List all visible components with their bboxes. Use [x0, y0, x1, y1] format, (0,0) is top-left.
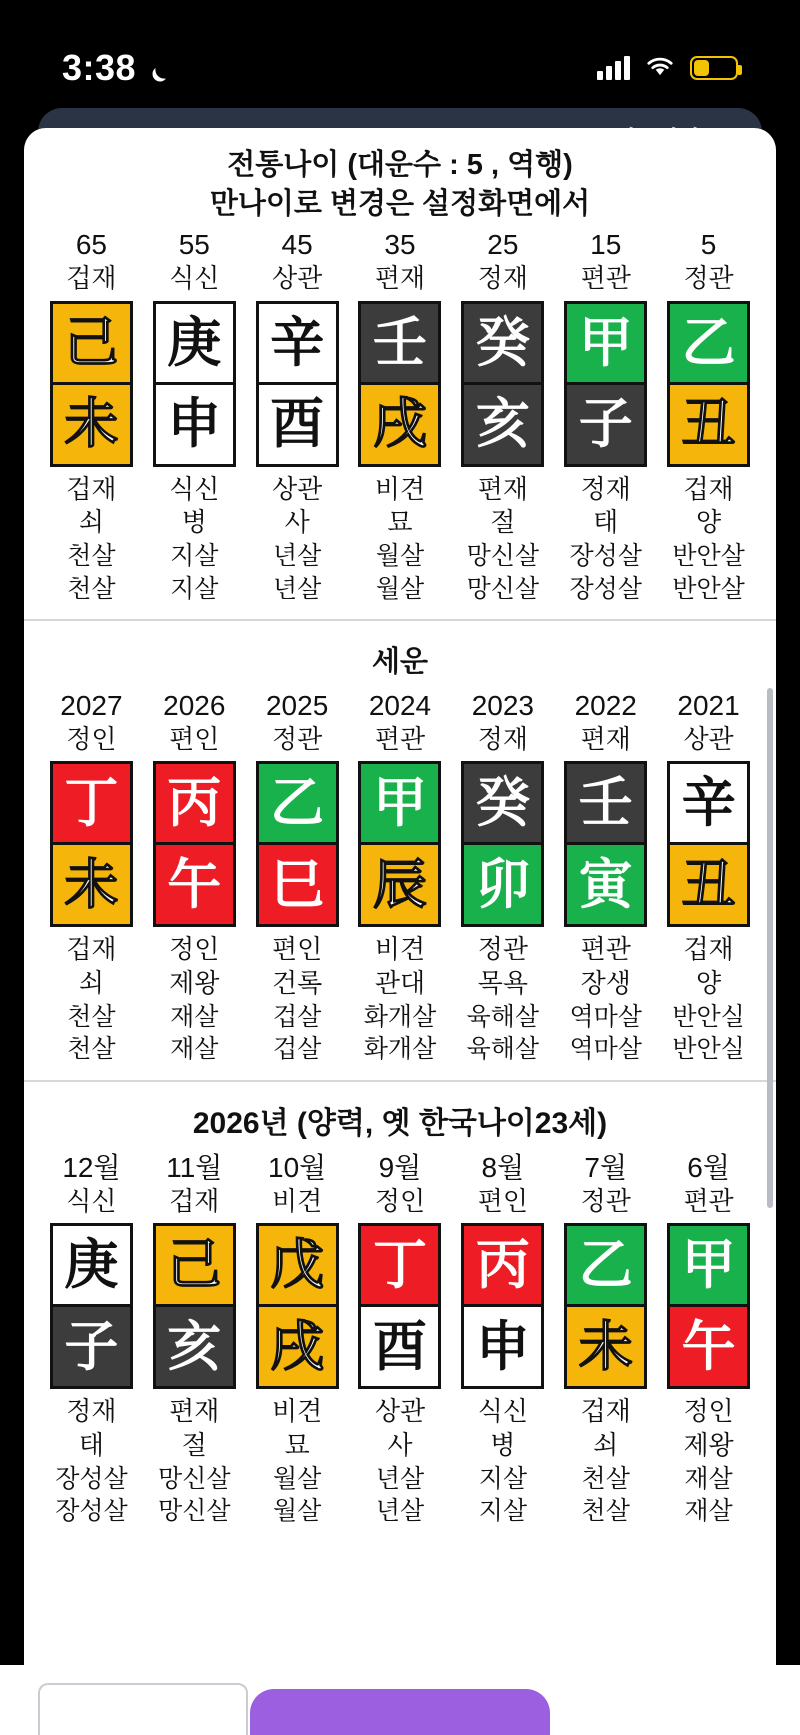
bottom-left-panel[interactable] — [38, 1683, 248, 1735]
wolun-sinsal-2: 천살 — [581, 1497, 630, 1526]
seun-ten-god-top: 상관 — [683, 723, 734, 754]
seun-sinsal-2: 천살 — [67, 1035, 116, 1064]
daeun-title-line1: 전통나이 (대운수 : 5 , 역행) — [227, 149, 573, 181]
wolun-month: 12월 — [62, 1151, 121, 1183]
seun-sinsal-1: 반안실 — [672, 1002, 745, 1031]
daeun-sinsal-2: 장성살 — [569, 574, 642, 603]
daeun-branch: 未 — [50, 384, 133, 467]
daeun-ten-god-top: 겁재 — [66, 263, 117, 294]
seun-ten-god-bottom: 정인 — [169, 934, 220, 965]
daeun-stage: 절 — [490, 507, 516, 538]
seun-ten-god-bottom: 편인 — [272, 934, 323, 965]
seun-grid — [34, 688, 766, 1080]
daeun-ten-god-top: 식신 — [169, 263, 220, 294]
wolun-column[interactable] — [246, 1150, 349, 1528]
wolun-ten-god-top: 정인 — [374, 1185, 426, 1216]
daeun-sinsal-1: 망신살 — [466, 542, 540, 571]
daeun-stage: 묘 — [387, 507, 413, 538]
daeun-stem: 癸 — [461, 301, 544, 384]
wolun-stage: 사 — [387, 1430, 413, 1461]
wolun-stem: 戊 — [256, 1223, 339, 1306]
wolun-ten-god-bottom: 정인 — [683, 1396, 734, 1427]
daeun-ten-god-bottom: 상관 — [272, 473, 323, 504]
content-sheet — [24, 128, 776, 1667]
wolun-footer — [683, 1395, 733, 1528]
wolun-column[interactable] — [554, 1150, 657, 1528]
wolun-title: 2026년 (양력, 옛 한국나이23세) — [192, 1106, 608, 1140]
wolun-column[interactable] — [451, 1150, 554, 1528]
daeun-sinsal-2: 망신살 — [466, 574, 540, 603]
seun-sinsal-1: 육해살 — [466, 1002, 540, 1031]
wolun-branch: 子 — [50, 1306, 133, 1389]
daeun-title-line2: 만나이로 변경은 설정화면에서 — [209, 187, 591, 220]
seun-year: 2025 — [265, 689, 329, 721]
daeun-stem: 辛 — [256, 301, 339, 384]
wolun-sinsal-2: 장성살 — [55, 1497, 128, 1526]
wolun-sinsal-2: 년살 — [375, 1497, 425, 1526]
wolun-footer — [272, 1395, 322, 1528]
seun-branch: 未 — [50, 844, 133, 927]
daeun-stem: 己 — [50, 301, 133, 384]
seun-footer — [569, 933, 641, 1066]
seun-footer — [272, 933, 322, 1066]
wolun-column[interactable] — [657, 1150, 760, 1528]
seun-year: 2023 — [471, 689, 534, 721]
wolun-footer — [478, 1395, 528, 1528]
seun-branch: 丑 — [667, 844, 750, 927]
seun-ten-god-bottom: 겁재 — [683, 934, 734, 965]
seun-footer — [169, 933, 219, 1066]
wolun-stem: 乙 — [564, 1223, 647, 1306]
wolun-ten-god-bottom: 상관 — [374, 1396, 426, 1427]
wolun-column[interactable] — [143, 1150, 246, 1528]
daeun-stem: 壬 — [358, 301, 441, 384]
seun-branch: 卯 — [461, 844, 544, 927]
wolun-footer — [375, 1395, 425, 1528]
seun-sinsal-1: 천살 — [67, 1002, 116, 1031]
seun-column[interactable] — [40, 688, 143, 1066]
wolun-ten-god-top: 편인 — [477, 1185, 528, 1216]
seun-footer — [467, 933, 539, 1066]
wolun-stem: 丁 — [358, 1223, 441, 1306]
seun-sinsal-1: 역마살 — [569, 1002, 642, 1031]
seun-ten-god-bottom: 편관 — [580, 934, 631, 965]
seun-stage: 건록 — [272, 968, 323, 999]
seun-sinsal-1: 화개살 — [363, 1002, 437, 1031]
daeun-age: 45 — [281, 229, 313, 261]
daeun-sinsal-2: 반안살 — [672, 574, 745, 603]
status-right — [597, 54, 738, 83]
wolun-branch: 午 — [667, 1306, 750, 1389]
wolun-month: 9월 — [378, 1151, 422, 1183]
wolun-branch: 申 — [461, 1306, 544, 1389]
daeun-ten-god-top: 상관 — [272, 263, 323, 294]
seun-stem: 丁 — [50, 761, 133, 844]
section-seun — [24, 619, 776, 1080]
wolun-ten-god-bottom: 편재 — [169, 1396, 220, 1427]
daeun-sinsal-1: 천살 — [67, 542, 116, 571]
daeun-ten-god-bottom: 정재 — [580, 473, 631, 504]
seun-stage: 양 — [695, 968, 722, 999]
seun-sinsal-2: 겁살 — [272, 1035, 322, 1064]
seun-ten-god-top: 편관 — [374, 723, 426, 754]
daeun-stem: 甲 — [564, 301, 647, 384]
daeun-column[interactable] — [40, 227, 143, 605]
seun-stem: 辛 — [667, 761, 750, 844]
daeun-ten-god-bottom: 겁재 — [683, 473, 734, 504]
seun-column[interactable] — [554, 688, 657, 1066]
wolun-sinsal-2: 망신살 — [158, 1497, 231, 1526]
wolun-month: 10월 — [268, 1151, 327, 1183]
wolun-ten-god-bottom: 겁재 — [580, 1396, 631, 1427]
seun-stem: 甲 — [358, 761, 441, 844]
daeun-grid — [34, 227, 766, 619]
daeun-sinsal-1: 년살 — [272, 542, 322, 571]
wifi-icon — [644, 54, 676, 83]
wolun-sinsal-1: 망신살 — [158, 1464, 231, 1493]
wolun-footer — [581, 1395, 631, 1528]
seun-column[interactable] — [349, 688, 452, 1066]
status-bar — [0, 0, 800, 108]
wolun-ten-god-bottom: 식신 — [477, 1396, 528, 1427]
daeun-branch: 子 — [564, 384, 647, 467]
wolun-month: 11월 — [166, 1151, 223, 1183]
seun-column[interactable] — [657, 688, 760, 1066]
seun-year: 2026 — [163, 689, 226, 721]
daeun-sinsal-1: 반안살 — [672, 542, 745, 571]
seun-stem: 乙 — [256, 761, 339, 844]
wolun-footer — [55, 1395, 127, 1528]
daeun-ten-god-top: 정관 — [683, 263, 734, 294]
daeun-sinsal-2: 지살 — [170, 574, 219, 603]
wolun-stage: 묘 — [284, 1430, 310, 1461]
wolun-branch: 未 — [564, 1306, 647, 1389]
seun-sinsal-2: 재살 — [170, 1035, 219, 1064]
seun-ten-god-bottom: 겁재 — [66, 934, 117, 965]
daeun-footer — [66, 473, 116, 606]
daeun-column[interactable] — [657, 227, 760, 605]
wolun-ten-god-top: 편관 — [683, 1185, 734, 1216]
seun-footer — [364, 933, 436, 1066]
wolun-ten-god-top: 겁재 — [169, 1185, 220, 1216]
daeun-stem: 乙 — [667, 301, 750, 384]
wolun-sinsal-2: 지살 — [478, 1497, 527, 1526]
daeun-sinsal-1: 장성살 — [569, 542, 642, 571]
wolun-stage: 쇠 — [593, 1430, 619, 1461]
daeun-footer — [467, 473, 539, 606]
seun-stage: 제왕 — [169, 968, 220, 999]
seun-column[interactable] — [246, 688, 349, 1066]
section-wolun — [24, 1080, 776, 1542]
seun-stem: 丙 — [153, 761, 236, 844]
wolun-stage: 절 — [181, 1430, 207, 1461]
daeun-column[interactable] — [246, 227, 349, 605]
daeun-footer — [272, 473, 322, 606]
status-left — [62, 47, 172, 89]
daeun-ten-god-top: 편관 — [580, 263, 631, 294]
wolun-month: 8월 — [481, 1151, 525, 1183]
daeun-age: 5 — [700, 229, 717, 261]
cellular-signal-icon — [597, 56, 630, 80]
vertical-scrollbar[interactable] — [767, 688, 773, 1208]
wolun-grid — [34, 1150, 766, 1542]
seun-sinsal-1: 겁살 — [272, 1002, 322, 1031]
daeun-stage: 사 — [284, 507, 310, 538]
daeun-branch: 丑 — [667, 384, 750, 467]
daeun-ten-god-bottom: 비견 — [374, 473, 426, 504]
seun-ten-god-top: 정관 — [272, 723, 323, 754]
daeun-age: 25 — [487, 229, 519, 261]
wolun-sinsal-1: 천살 — [581, 1464, 630, 1493]
seun-stage: 관대 — [374, 968, 426, 999]
wolun-sinsal-1: 장성살 — [55, 1464, 128, 1493]
seun-branch: 辰 — [358, 844, 441, 927]
daeun-column[interactable] — [554, 227, 657, 605]
daeun-stage: 양 — [695, 507, 722, 538]
wolun-month: 7월 — [584, 1151, 628, 1183]
wolun-ten-god-top: 정관 — [580, 1185, 631, 1216]
wolun-stage: 병 — [490, 1430, 516, 1461]
seun-ten-god-bottom: 비견 — [374, 934, 426, 965]
daeun-ten-god-bottom: 식신 — [169, 473, 220, 504]
wolun-ten-god-bottom: 비견 — [272, 1396, 323, 1427]
seun-year: 2022 — [574, 689, 637, 721]
seun-year: 2021 — [677, 689, 740, 721]
section-daeun — [24, 128, 776, 619]
daeun-sinsal-1: 지살 — [170, 542, 219, 571]
daeun-sinsal-2: 월살 — [375, 574, 425, 603]
wolun-branch: 亥 — [153, 1306, 236, 1389]
seun-title: 세운 — [371, 646, 429, 679]
status-time: 3:38 — [62, 47, 137, 88]
daeun-sinsal-2: 년살 — [272, 574, 322, 603]
daeun-branch: 酉 — [256, 384, 339, 467]
wolun-sinsal-1: 지살 — [478, 1464, 527, 1493]
daeun-column[interactable] — [451, 227, 554, 605]
daeun-footer — [569, 473, 641, 606]
daeun-footer — [375, 473, 425, 606]
seun-footer — [66, 933, 116, 1066]
wolun-ten-god-bottom: 정재 — [66, 1396, 117, 1427]
wolun-stem: 丙 — [461, 1223, 544, 1306]
daeun-ten-god-top: 정재 — [477, 263, 528, 294]
daeun-title — [34, 128, 766, 227]
daeun-sinsal-2: 천살 — [67, 574, 116, 603]
wolun-column[interactable] — [40, 1150, 143, 1528]
wolun-footer — [158, 1395, 230, 1528]
seun-ten-god-top: 편재 — [580, 723, 631, 754]
daeun-age: 55 — [178, 229, 210, 261]
daeun-age: 65 — [75, 229, 107, 261]
seun-sinsal-2: 역마살 — [569, 1035, 642, 1064]
daeun-stage: 병 — [181, 507, 207, 538]
seun-ten-god-top: 정인 — [66, 723, 117, 754]
daeun-ten-god-bottom: 편재 — [477, 473, 528, 504]
daeun-stem: 庚 — [153, 301, 236, 384]
wolun-branch: 戌 — [256, 1306, 339, 1389]
seun-year: 2027 — [60, 689, 123, 721]
seun-stage: 장생 — [580, 968, 631, 999]
seun-branch: 午 — [153, 844, 236, 927]
wolun-stem: 甲 — [667, 1223, 750, 1306]
seun-stem: 癸 — [461, 761, 544, 844]
moon-icon — [146, 55, 172, 81]
daeun-footer — [169, 473, 219, 606]
seun-branch: 寅 — [564, 844, 647, 927]
seun-column[interactable] — [451, 688, 554, 1066]
seun-ten-god-top: 편인 — [169, 723, 220, 754]
wolun-sinsal-1: 월살 — [272, 1464, 322, 1493]
daeun-sinsal-1: 월살 — [375, 542, 425, 571]
seun-sinsal-2: 육해살 — [466, 1035, 540, 1064]
daeun-column[interactable] — [349, 227, 452, 605]
wolun-month: 6월 — [687, 1151, 730, 1183]
battery-icon — [690, 56, 738, 80]
wolun-column[interactable] — [349, 1150, 452, 1528]
seun-stage: 목욕 — [477, 968, 528, 999]
seun-branch: 巳 — [256, 844, 339, 927]
daeun-ten-god-bottom: 겁재 — [66, 473, 117, 504]
seun-year: 2024 — [368, 689, 432, 721]
wolun-sinsal-2: 월살 — [272, 1497, 322, 1526]
bottom-bar — [0, 1665, 800, 1735]
daeun-stage: 쇠 — [78, 507, 104, 538]
seun-column[interactable] — [143, 688, 246, 1066]
daeun-age: 15 — [590, 229, 622, 261]
seun-sinsal-2: 화개살 — [363, 1035, 437, 1064]
bottom-action-pill[interactable] — [250, 1689, 550, 1735]
wolun-ten-god-top: 식신 — [66, 1185, 117, 1216]
seun-sinsal-1: 재살 — [170, 1002, 219, 1031]
seun-ten-god-top: 정재 — [477, 723, 528, 754]
daeun-column[interactable] — [143, 227, 246, 605]
scroll-container[interactable] — [24, 128, 776, 1667]
daeun-age: 35 — [384, 229, 416, 261]
seun-footer — [672, 933, 744, 1066]
daeun-stage: 태 — [593, 507, 619, 538]
seun-stage: 쇠 — [78, 968, 104, 999]
daeun-branch: 戌 — [358, 384, 441, 467]
daeun-ten-god-top: 편재 — [374, 263, 426, 294]
daeun-branch: 申 — [153, 384, 236, 467]
seun-ten-god-bottom: 정관 — [477, 934, 528, 965]
wolun-stem: 庚 — [50, 1223, 133, 1306]
wolun-branch: 酉 — [358, 1306, 441, 1389]
wolun-sinsal-2: 재살 — [684, 1497, 733, 1526]
seun-sinsal-2: 반안실 — [672, 1035, 745, 1064]
daeun-branch: 亥 — [461, 384, 544, 467]
daeun-footer — [672, 473, 744, 606]
wolun-stage: 제왕 — [683, 1430, 734, 1461]
wolun-stage: 태 — [78, 1430, 104, 1461]
wolun-stem: 己 — [153, 1223, 236, 1306]
wolun-sinsal-1: 년살 — [375, 1464, 425, 1493]
wolun-sinsal-1: 재살 — [684, 1464, 733, 1493]
wolun-ten-god-top: 비견 — [272, 1185, 323, 1216]
seun-stem: 壬 — [564, 761, 647, 844]
